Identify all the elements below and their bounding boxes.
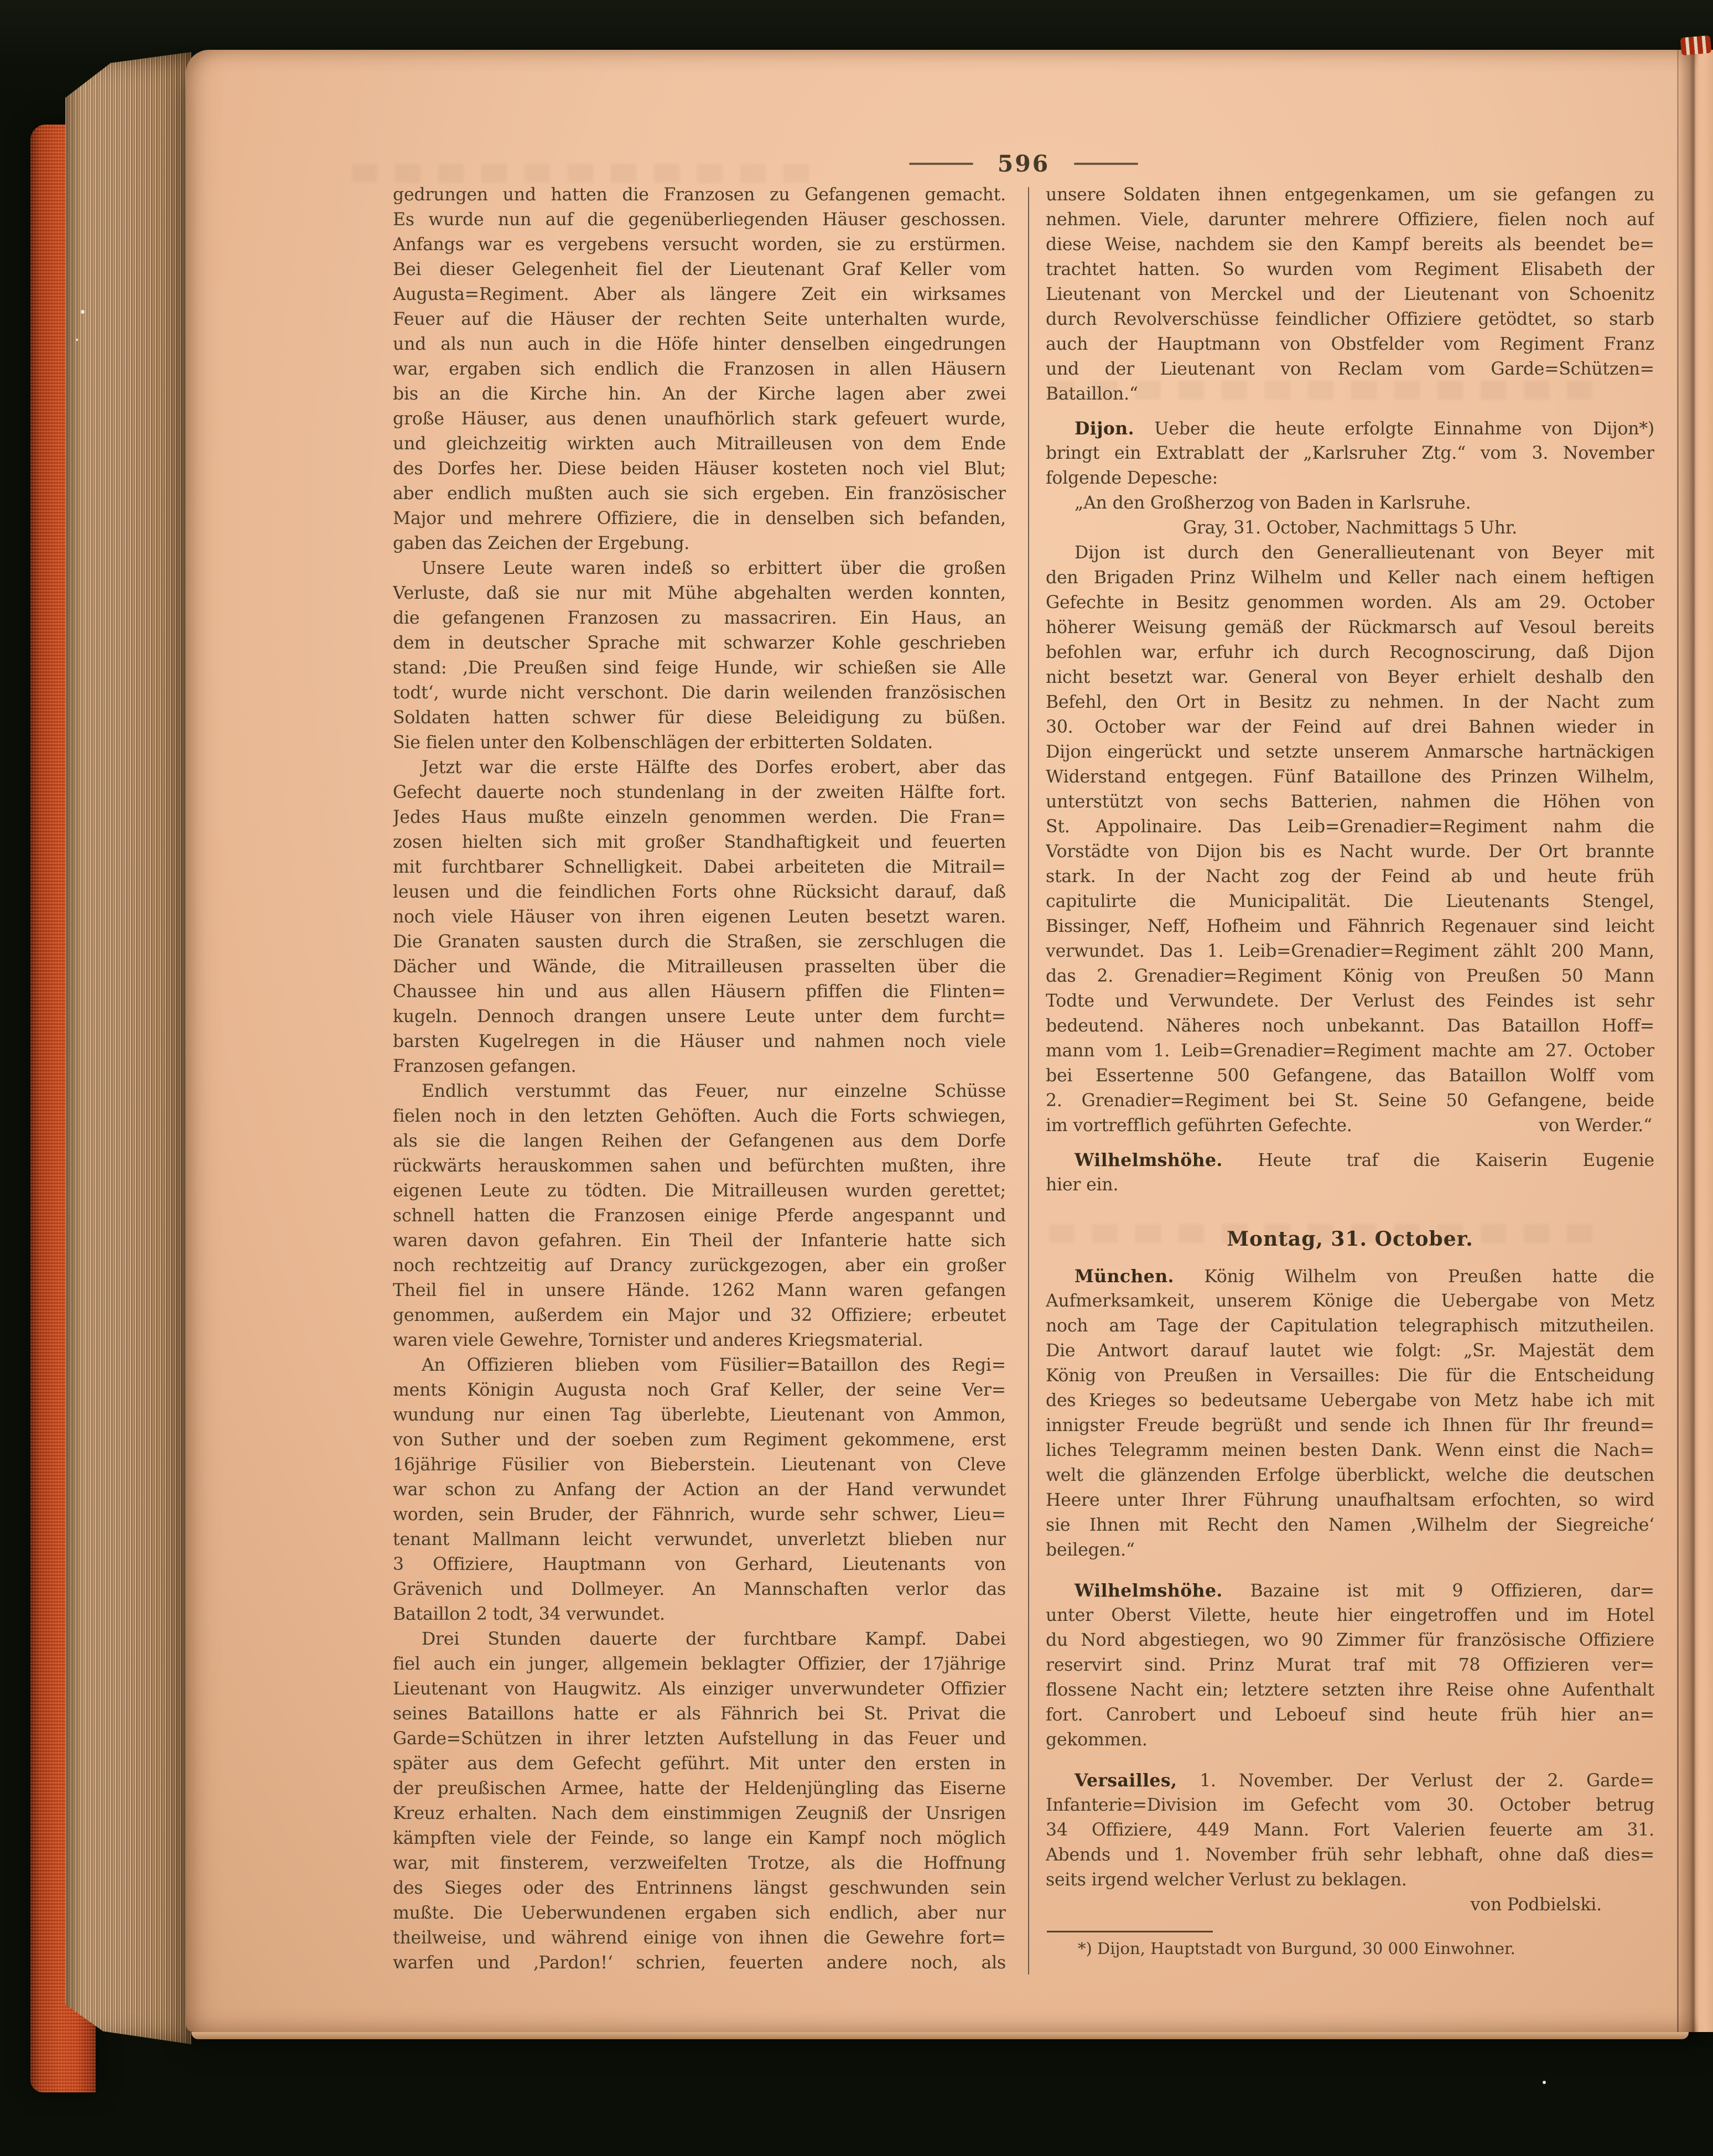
- text-line: 2. Grenadier=Regiment bei St. Seine 50 Gefangene, beide: [1046, 1091, 1654, 1111]
- text-line: war schon zu Anfang der Action an der Hand verwundet: [393, 1480, 1006, 1500]
- text-line: Jedes Haus mußte einzeln genommen werden. Die Fran=: [393, 807, 1006, 827]
- text-line: Wilhelmshöhe. Heute traf die Kaiserin Eugenie: [1074, 1150, 1654, 1170]
- text-line: Dijon. Ueber die heute erfolgte Einnahme von Dijon*): [1074, 418, 1654, 439]
- text-line: diese Weise, nachdem sie den Kampf bereits als beendet be=: [1046, 235, 1654, 255]
- text-line: capitulirte die Municipalität. Die Lieutenants Stengel,: [1046, 892, 1654, 911]
- text-line: Dijon eingerückt und setzte unserem Anmarsche hartnäckigen: [1046, 742, 1654, 762]
- text-line: An Offizieren blieben vom Füsilier=Bataillon des Regi=: [422, 1355, 1006, 1375]
- footnote: *) Dijon, Hauptstadt von Burgund, 30 000 Einwohner.: [1078, 1939, 1515, 1958]
- text-line: Wilhelmshöhe. Bazaine ist mit 9 Offizieren, dar=: [1074, 1580, 1654, 1601]
- text-line: Lieutenant von Merckel und der Lieutenant von Schoenitz: [1046, 284, 1654, 304]
- text-line: verwundet. Das 1. Leib=Grenadier=Regiment zählt 200 Mann,: [1046, 941, 1654, 961]
- text-line: Vorstädte von Dijon bis es Nacht wurde. Der Ort brannte: [1046, 842, 1654, 862]
- text-line: genommen, außerdem ein Major und 32 Offiziere; erbeutet: [393, 1305, 1006, 1325]
- text-line: aber endlich mußten auch sie sich ergeben. Ein französischer: [393, 484, 1006, 504]
- column-divider-rule: [1028, 187, 1029, 1974]
- text-line: Verluste, daß sie nur mit Mühe abgehalten werden konnten,: [393, 583, 1006, 603]
- text-line: des Dorfes her. Diese beiden Häuser kosteten noch viel Blut;: [393, 459, 1006, 479]
- text-line: Lieutenant von Haugwitz. Als einziger unverwundeter Offizier: [393, 1679, 1006, 1699]
- text-line: nicht besetzt war. General von Beyer erhielt deshalb den: [1046, 667, 1654, 687]
- text-line: der preußischen Armee, hatte der Heldenjüngling das Eiserne: [393, 1779, 1006, 1799]
- text-line: den Brigaden Prinz Wilhelm und Keller nach einem heftigen: [1046, 568, 1654, 588]
- gutter-crease: [1677, 50, 1679, 2032]
- headband: [1680, 35, 1712, 56]
- text-line: liches Telegramm meinen besten Dank. Wenn einst die Nach=: [1046, 1440, 1654, 1460]
- text-line: gekommen.: [1046, 1730, 1148, 1750]
- text-line: bei Essertenne 500 Gefangene, das Bataillon Wolff vom: [1046, 1066, 1654, 1086]
- text-line: und als nun auch in die Höfe hinter denselben eingedrungen: [393, 334, 1006, 354]
- text-line: mit furchtbarer Schnelligkeit. Dabei arbeiteten die Mitrail=: [393, 857, 1006, 877]
- text-line: fielen noch in den letzten Gehöften. Auch die Forts schwiegen,: [393, 1106, 1006, 1126]
- text-line: unter Oberst Vilette, heute hier eingetroffen und im Hotel: [1046, 1605, 1654, 1625]
- text-line: kugeln. Dennoch drangen unsere Leute unter dem furcht=: [393, 1007, 1006, 1027]
- text-line: von Podbielski.: [1470, 1895, 1602, 1915]
- text-line: Unsere Leute waren indeß so erbittert über die großen: [422, 558, 1006, 578]
- text-line: höherer Weisung gemäß der Rückmarsch auf Vesoul bereits: [1046, 618, 1654, 638]
- text-line: war, ergaben sich endlich die Franzosen in allen Häusern: [393, 359, 1006, 379]
- text-line: Todte und Verwundete. Der Verlust des Feindes ist sehr: [1046, 991, 1654, 1011]
- text-line: als sie die langen Reihen der Gefangenen aus dem Dorfe: [393, 1131, 1006, 1151]
- text-line: Montag, 31. October.: [1227, 1227, 1473, 1251]
- text-line: eigenen Leute zu tödten. Die Mitrailleusen wurden gerettet;: [393, 1181, 1006, 1201]
- text-line: gedrungen und hatten die Franzosen zu Gefangenen gemacht.: [393, 185, 1006, 205]
- text-line: Jetzt war die erste Hälfte des Dorfes erobert, aber das: [422, 758, 1006, 778]
- text-line: todt‘, wurde nicht verschont. Die darin weilenden französischen: [393, 683, 1006, 703]
- text-line: bedeutend. Näheres noch unbekannt. Das Bataillon Hoff=: [1046, 1016, 1654, 1036]
- text-line: seits irgend welcher Verlust zu beklagen.: [1046, 1870, 1407, 1890]
- page-number: 596: [997, 151, 1050, 177]
- text-line: hier ein.: [1046, 1175, 1119, 1195]
- text-line: Sie fielen unter den Kolbenschlägen der erbitterten Soldaten.: [393, 733, 933, 753]
- text-line: 34 Offiziere, 449 Mann. Fort Valerien feuerte am 31.: [1046, 1820, 1654, 1840]
- text-line: durch Revolverschüsse feindlicher Offiziere getödtet, so starb: [1046, 309, 1654, 329]
- text-line: barsten Kugelregen in die Häuser und nahmen noch viele: [393, 1032, 1006, 1051]
- text-line: trachtet hatten. So wurden vom Regiment Elisabeth der: [1046, 260, 1654, 279]
- text-line: St. Appolinaire. Das Leib=Grenadier=Regiment nahm die: [1046, 817, 1654, 837]
- text-line: das 2. Grenadier=Regiment König von Preußen 50 Mann: [1046, 966, 1654, 986]
- text-line: unterstützt von sechs Batterien, nahmen die Höhen von: [1046, 792, 1654, 812]
- text-line: theilweise, und während einige von ihnen die Gewehre fort=: [393, 1928, 1006, 1948]
- book-page: [186, 50, 1713, 2032]
- text-line: zosen hielten sich mit großer Standhaftigkeit und feuerten: [393, 832, 1006, 852]
- text-line: schnell hatten die Franzosen einige Pferde angespannt und: [393, 1206, 1006, 1226]
- text-line: Die Antwort darauf lautet wie folgt: „Sr. Majestät dem: [1046, 1341, 1654, 1361]
- text-line: kämpften viele der Feinde, so lange ein Kampf noch möglich: [393, 1828, 1006, 1848]
- text-line: innigster Freude begrüßt und sende ich Ihnen für Ihr freund=: [1046, 1416, 1654, 1435]
- text-line: Die Granaten sausten durch die Straßen, sie zerschlugen die: [393, 932, 1006, 952]
- text-line: sie Ihnen mit Recht den Namen ‚Wilhelm der Siegreiche‘: [1046, 1515, 1654, 1535]
- text-line: Versailles, 1. November. Der Verlust der 2. Garde=: [1074, 1770, 1654, 1791]
- text-line: König von Preußen in Versailles: Die für die Entscheidung: [1046, 1366, 1654, 1386]
- text-line: mann vom 1. Leib=Grenadier=Regiment machte am 27. October: [1046, 1041, 1654, 1061]
- showthrough-ghost: [1049, 381, 1608, 400]
- text-line: Es wurde nun auf die gegenüberliegenden Häuser geschossen.: [393, 210, 1006, 230]
- text-line: reservirt sind. Prinz Murat traf mit 78 Offizieren ver=: [1046, 1655, 1654, 1675]
- text-line: Bei dieser Gelegenheit fiel der Lieutenant Graf Keller vom: [393, 260, 1006, 279]
- text-line: Dächer und Wände, die Mitrailleusen prasselten über die: [393, 957, 1006, 977]
- text-line: noch am Tage der Capitulation telegraphisch mitzutheilen.: [1046, 1316, 1654, 1336]
- text-line: Soldaten hatten schwer für diese Beleidigung zu büßen.: [393, 708, 1006, 728]
- page-edge-stack: [65, 52, 191, 2044]
- text-line: Chaussee hin und aus allen Häusern pfiffen die Flinten=: [393, 982, 1006, 1002]
- text-line: ments Königin Augusta noch Graf Keller, der seine Ver=: [393, 1380, 1006, 1400]
- text-line: Befehl, den Ort in Besitz zu nehmen. In der Nacht zum: [1046, 692, 1654, 712]
- text-line: des Sieges oder des Entrinnens längst geschwunden sein: [393, 1878, 1006, 1898]
- right-column-lines: [1046, 183, 1654, 1917]
- text-line: Drei Stunden dauerte der furchtbare Kampf. Dabei: [422, 1629, 1006, 1649]
- text-line: dem in deutscher Sprache mit schwarzer Kohle geschrieben: [393, 633, 1006, 653]
- showthrough-ghost: [352, 164, 811, 183]
- text-line: große Häuser, aus denen unaufhörlich stark gefeuert wurde,: [393, 409, 1006, 429]
- text-line: welt die glänzenden Erfolge überblickt, welche die deutschen: [1046, 1465, 1654, 1485]
- text-line: unsere Soldaten ihnen entgegenkamen, um sie gefangen zu: [1046, 185, 1654, 205]
- text-line: waren viele Gewehre, Tornister und anderes Kriegsmaterial.: [393, 1330, 923, 1350]
- text-line: Gray, 31. October, Nachmittags 5 Uhr.: [1182, 518, 1518, 538]
- text-line: 30. October war der Feind auf drei Bahnen wieder in: [1046, 717, 1654, 737]
- text-line: Endlich verstummt das Feuer, nur einzelne Schüsse: [422, 1081, 1006, 1101]
- dust-speck: [81, 310, 85, 314]
- text-line: fiel auch ein junger, allgemein beklagter Offizier, der 17jährige: [393, 1654, 1006, 1674]
- text-line: Abends und 1. November früh sehr lebhaft, ohne daß dies=: [1046, 1845, 1654, 1865]
- text-line: mußte. Die Ueberwundenen ergaben sich endlich, aber nur: [393, 1903, 1006, 1923]
- text-line: Heere unter Ihrer Führung unaufhaltsam erfochten, so wird: [1046, 1490, 1654, 1510]
- text-line: 16jährige Füsilier von Bieberstein. Lieutenant von Cleve: [393, 1455, 1006, 1475]
- text-line: Bataillon 2 todt, 34 verwundet.: [393, 1604, 665, 1624]
- text-line: worden, sein Bruder, der Fähnrich, wurde sehr schwer, Lieu=: [393, 1505, 1006, 1525]
- text-line: beilegen.“: [1046, 1540, 1135, 1560]
- header-rule-left: [909, 163, 973, 165]
- text-line: flossene Nacht ein; letztere setzten ihre Reise ohne Aufenthalt: [1046, 1680, 1654, 1700]
- dust-speck: [1543, 2081, 1546, 2084]
- text-line: du Nord abgestiegen, wo 90 Zimmer für französische Offiziere: [1046, 1630, 1654, 1650]
- right-column: [1046, 183, 1654, 1960]
- text-line: gaben das Zeichen der Ergebung.: [393, 533, 690, 553]
- showthrough-ghost: [1049, 1224, 1602, 1243]
- text-line: warfen und ‚Pardon!‘ schrien, feuerten andere noch, als: [393, 1953, 1006, 1973]
- text-line: München. König Wilhelm von Preußen hatte die: [1074, 1266, 1654, 1287]
- text-line: und der Lieutenant von Reclam vom Garde=Schützen=: [1046, 359, 1654, 379]
- text-line: auch der Hauptmann von Obstfelder vom Regiment Franz: [1046, 334, 1654, 354]
- text-line: bringt ein Extrablatt der „Karlsruher Ztg.“ vom 3. November: [1046, 443, 1654, 463]
- text-line: bis an die Kirche hin. An der Kirche lagen aber zwei: [393, 384, 1006, 404]
- text-line: fort. Canrobert und Leboeuf sind heute früh hier an=: [1046, 1705, 1654, 1725]
- gutter-shadow: [1676, 50, 1713, 2032]
- text-line: 3 Offiziere, Hauptmann von Gerhard, Lieutenants von: [393, 1554, 1006, 1574]
- text-line: Dijon ist durch den Generallieutenant von Beyer mit: [1074, 543, 1654, 563]
- text-line: Feuer auf die Häuser der rechten Seite unterhalten wurde,: [393, 309, 1006, 329]
- text-line: waren davon gefahren. Ein Theil der Infanterie hatte sich: [393, 1231, 1006, 1251]
- text-line: die gefangenen Franzosen zu massacriren. Ein Haus, an: [393, 608, 1006, 628]
- text-line: im vortrefflich geführten Gefechte. von Werder.“: [1046, 1116, 1652, 1136]
- text-line: rückwärts herauskommen sahen und befürchten mußten, ihre: [393, 1156, 1006, 1176]
- text-line: Anfangs war es vergebens versucht worden, sie zu erstürmen.: [393, 235, 1006, 255]
- text-line: des Krieges so bedeutsame Uebergabe von Metz habe ich mit: [1046, 1391, 1654, 1411]
- text-line: seines Bataillons hatte er als Fähnrich bei St. Privat die: [393, 1704, 1006, 1724]
- text-line: tenant Mallmann leicht verwundet, unverletzt blieben nur: [393, 1530, 1006, 1549]
- text-line: wundung nur einen Tag überlebte, Lieutenant von Ammon,: [393, 1405, 1006, 1425]
- text-line: Franzosen gefangen.: [393, 1056, 577, 1076]
- text-line: Theil fiel in unsere Hände. 1262 Mann waren gefangen: [393, 1281, 1006, 1300]
- text-line: folgende Depesche:: [1046, 468, 1218, 488]
- text-line: „An den Großherzog von Baden in Karlsruhe.: [1074, 493, 1471, 513]
- text-line: später aus dem Gefecht geführt. Mit unter den ersten in: [393, 1754, 1006, 1774]
- text-line: Grävenich und Dollmeyer. An Mannschaften verlor das: [393, 1579, 1006, 1599]
- text-line: Augusta=Regiment. Aber als längere Zeit ein wirksames: [393, 284, 1006, 304]
- text-line: Kreuz erhalten. Nach dem einstimmigen Zeugniß der Unsrigen: [393, 1803, 1006, 1823]
- text-line: noch viele Häuser von ihren eigenen Leuten besetzt waren.: [393, 907, 1006, 927]
- text-line: von Suther und der soeben zum Regiment gekommene, erst: [393, 1430, 1006, 1450]
- text-line: Gefecht dauerte noch stundenlang in der zweiten Hälfte fort.: [393, 782, 1006, 802]
- text-line: Bissinger, Neff, Hofheim und Fähnrich Regenauer sind leicht: [1046, 916, 1654, 936]
- text-line: Widerstand entgegen. Fünf Bataillone des Prinzen Wilhelm,: [1046, 767, 1654, 787]
- dust-speck: [76, 339, 78, 341]
- left-column: [393, 183, 1006, 1976]
- text-line: Infanterie=Division im Gefecht vom 30. October betrug: [1046, 1795, 1654, 1815]
- text-line: nehmen. Viele, darunter mehrere Offiziere, fielen noch auf: [1046, 210, 1654, 230]
- header-rule-right: [1074, 163, 1138, 165]
- text-line: stark. In der Nacht zog der Feind ab und heute früh: [1046, 867, 1654, 887]
- text-line: Gefechte in Besitz genommen worden. Als am 29. October: [1046, 593, 1654, 613]
- text-line: und gleichzeitig wirkten auch Mitrailleusen von dem Ende: [393, 434, 1006, 454]
- text-line: Garde=Schützen in ihrer letzten Aufstellung in das Feuer und: [393, 1729, 1006, 1749]
- text-line: Bataillon.“: [1046, 384, 1138, 404]
- text-line: Major und mehrere Offiziere, die in denselben sich befanden,: [393, 509, 1006, 528]
- text-line: noch rechtzeitig auf Drancy zurückgezogen, aber ein großer: [393, 1256, 1006, 1276]
- text-line: war, mit finsterem, verzweifelten Trotze, als die Hoffnung: [393, 1853, 1006, 1873]
- text-line: stand: ‚Die Preußen sind feige Hunde, wir schießen sie Alle: [393, 658, 1006, 678]
- text-line: Aufmerksamkeit, unserem Könige die Uebergabe von Metz: [1046, 1291, 1654, 1311]
- text-line: befohlen war, erfuhr ich durch Recognoscirung, daß Dijon: [1046, 642, 1654, 662]
- footnote-rule: [1047, 1931, 1213, 1932]
- text-line: leusen und die feindlichen Forts ohne Rücksicht darauf, daß: [393, 882, 1006, 902]
